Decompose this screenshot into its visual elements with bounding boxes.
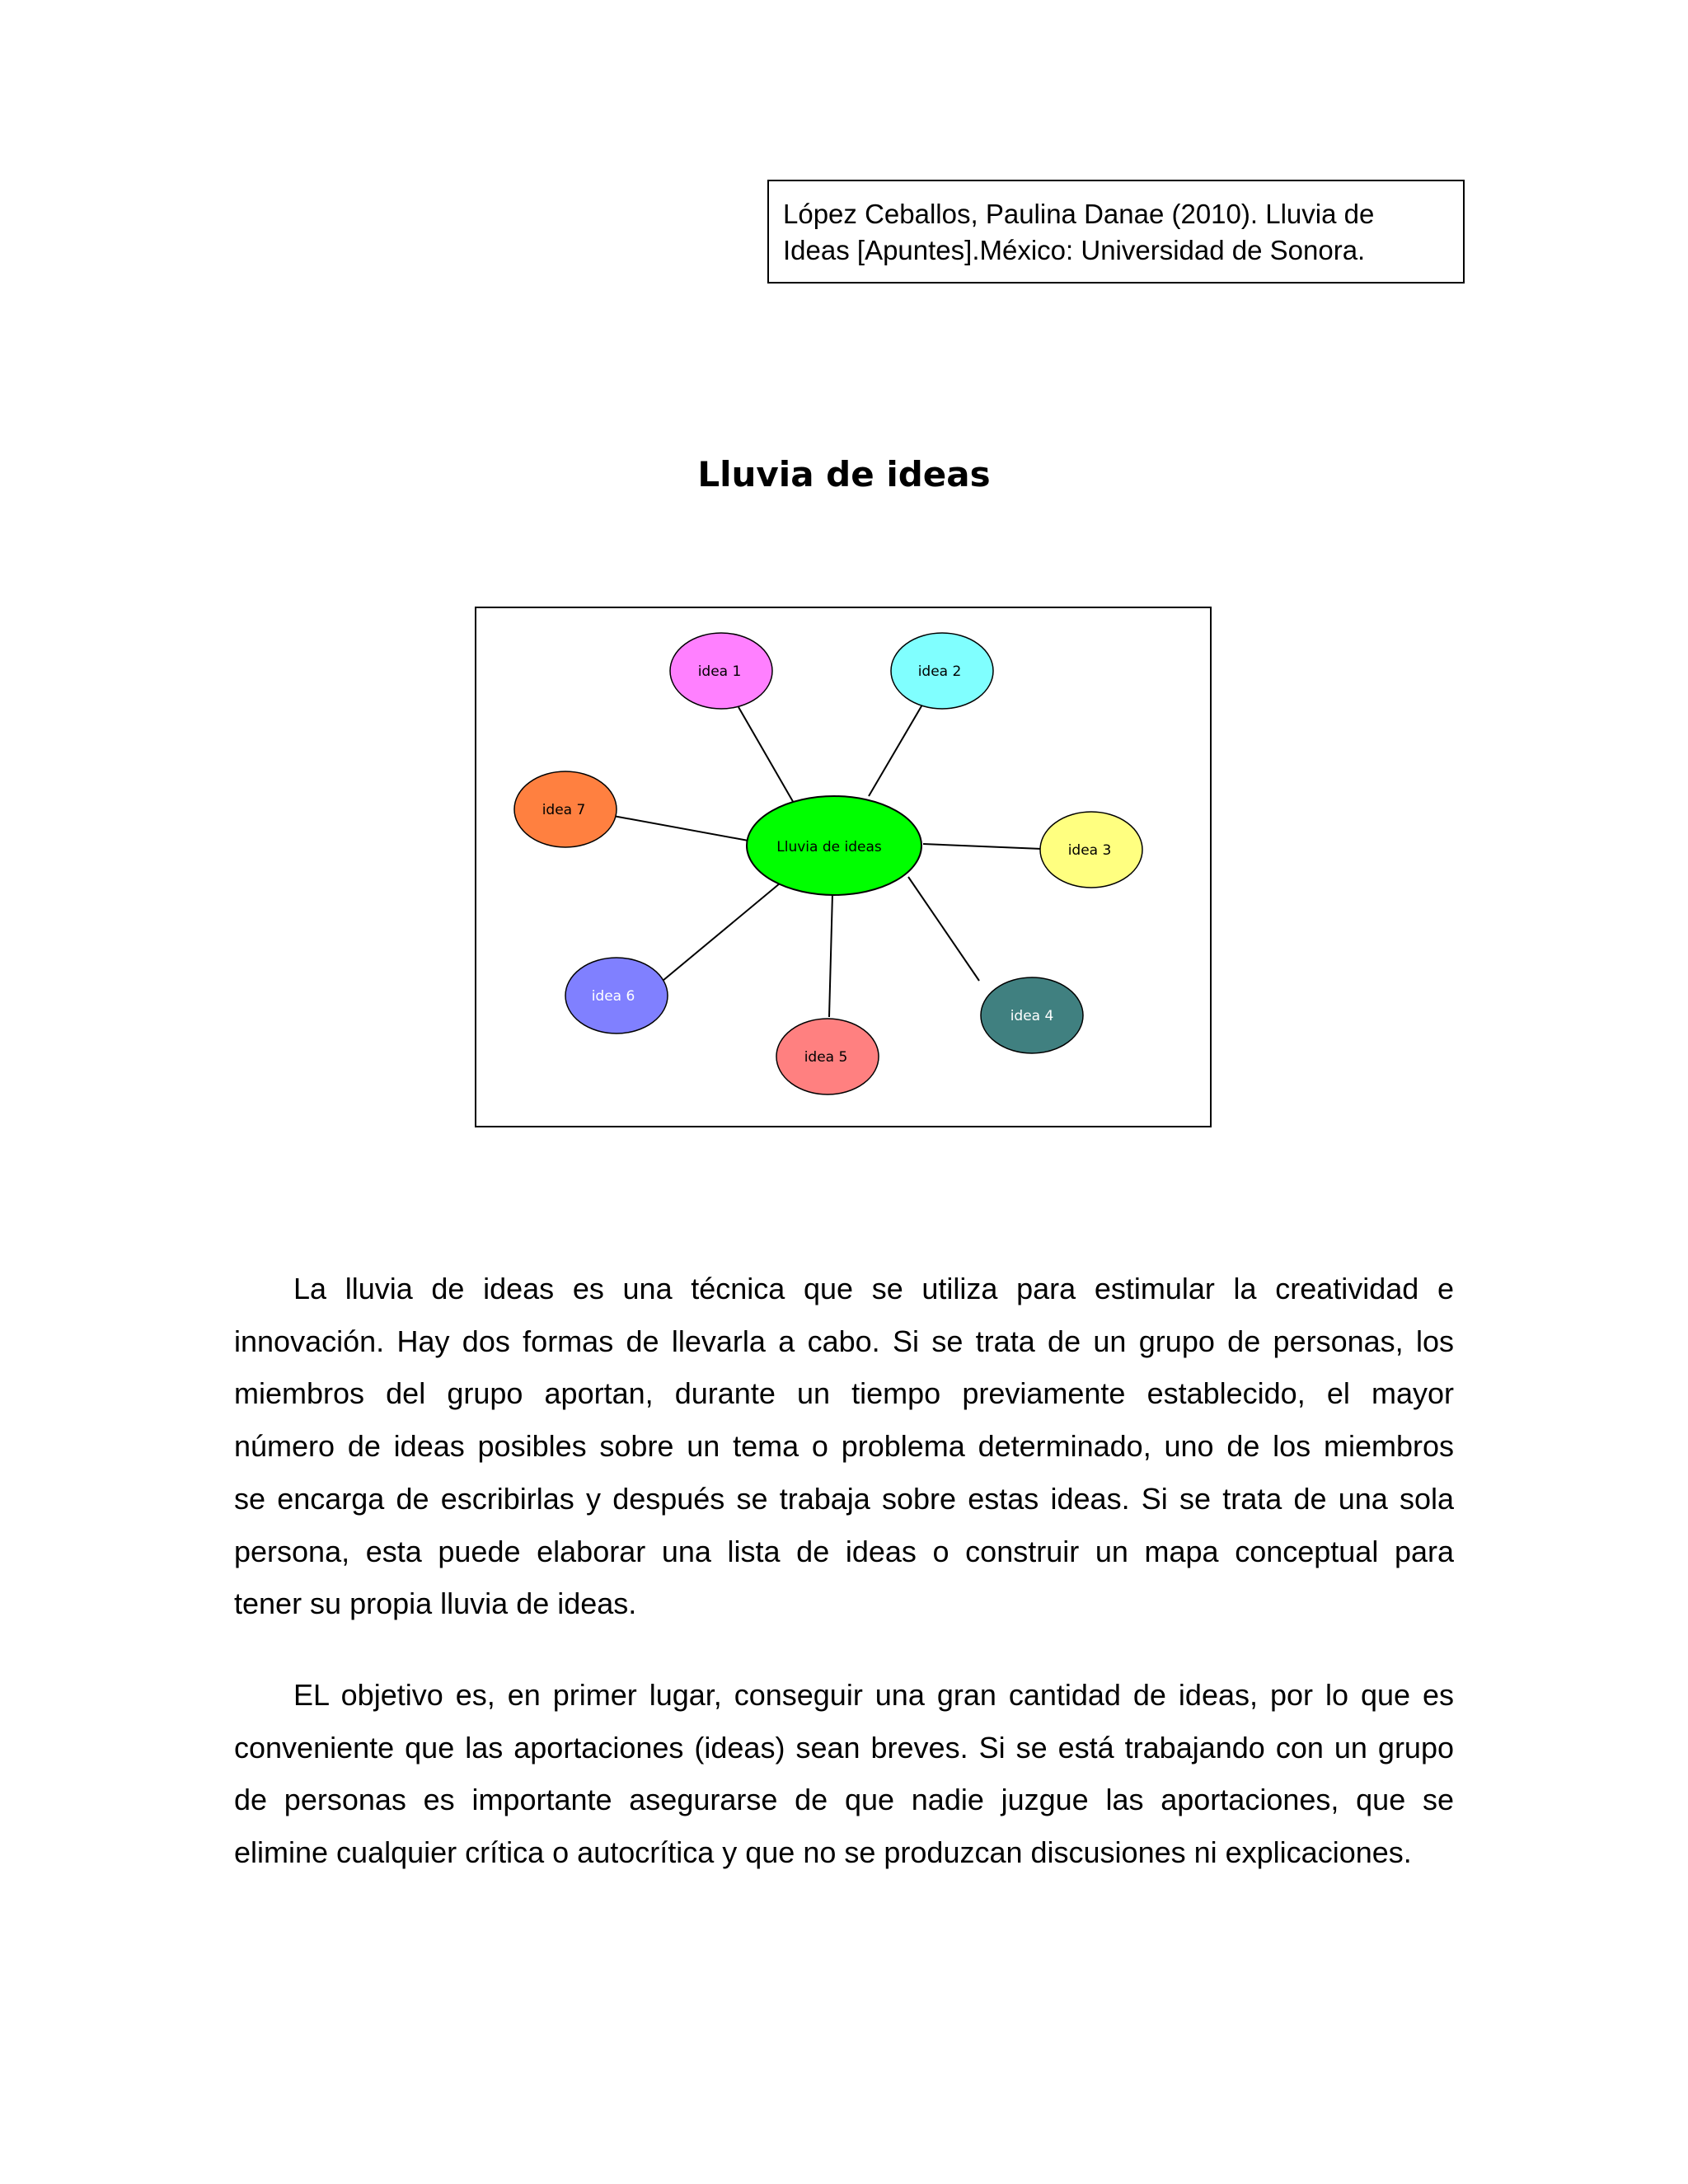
idea-label: idea 4 — [1010, 1008, 1054, 1024]
paragraph-line: número de ideas posibles sobre un tema o problema determinado, uno de los miembros — [234, 1429, 1454, 1464]
paragraph-2 — [234, 1669, 1454, 1879]
page-title: Lluvia de ideas — [697, 454, 991, 494]
idea-label: idea 1 — [697, 663, 742, 680]
idea-label: idea 5 — [804, 1049, 848, 1066]
idea-node-6 — [565, 958, 668, 1033]
paragraph-line: persona, esta puede elaborar una lista de ideas o construir un mapa conceptual para — [234, 1534, 1454, 1568]
connector-idea-5 — [829, 893, 832, 1017]
paragraph-line: se encarga de escribirlas y después se trabaja sobre estas ideas. Si se trata de una sola — [234, 1481, 1454, 1516]
paragraph-line: tener su propia lluvia de ideas. — [234, 1586, 637, 1621]
paragraph-line: elimine cualquier crítica o autocrítica y que no se produzcan discusiones ni explicaciones. — [234, 1835, 1412, 1870]
connector-idea-3 — [923, 844, 1042, 849]
idea-label: idea 2 — [917, 663, 962, 680]
idea-node-4 — [981, 977, 1083, 1053]
paragraph-1 — [234, 1263, 1454, 1630]
connector-idea-1 — [738, 707, 795, 804]
diagram-canvas — [476, 608, 1210, 1126]
idea-node-3 — [1040, 812, 1142, 888]
idea-node-5 — [776, 1019, 879, 1094]
center-label: Lluvia de ideas — [776, 839, 882, 855]
paragraph-line: EL objetivo es, en primer lugar, conseguir una gran cantidad de ideas, por lo que es — [293, 1678, 1454, 1712]
connector-idea-7 — [613, 816, 748, 841]
center-node — [747, 796, 921, 895]
idea-label: idea 3 — [1067, 842, 1112, 859]
idea-node-1 — [670, 633, 772, 709]
paragraph-line: La lluvia de ideas es una técnica que se utiliza para estimular la creatividad e — [293, 1272, 1454, 1305]
idea-label: idea 7 — [542, 802, 586, 818]
citation-line: López Ceballos, Paulina Danae (2010). Lluvia de — [783, 199, 1375, 229]
paragraph-line: de personas es importante asegurarse de que nadie juzgue las aportaciones, que se — [234, 1783, 1454, 1817]
connector-idea-2 — [869, 701, 925, 796]
paragraph-line: miembros del grupo aportan, durante un tiempo previamente establecido, el mayor — [234, 1376, 1454, 1411]
citation-box — [767, 180, 1465, 284]
idea-label: idea 6 — [591, 988, 635, 1005]
idea-node-7 — [514, 771, 617, 847]
brainstorm-diagram — [475, 607, 1212, 1127]
connector-idea-6 — [663, 883, 780, 981]
idea-node-2 — [891, 633, 993, 709]
paragraph-line: innovación. Hay dos formas de llevarla a cabo. Si se trata de un grupo de personas, los — [234, 1324, 1454, 1358]
citation-line: Ideas [Apuntes].México: Universidad de Sonora. — [783, 235, 1366, 265]
connector-idea-4 — [908, 877, 979, 981]
paragraph-line: conveniente que las aportaciones (ideas) sean breves. Si se está trabajando con un grupo — [234, 1730, 1454, 1765]
